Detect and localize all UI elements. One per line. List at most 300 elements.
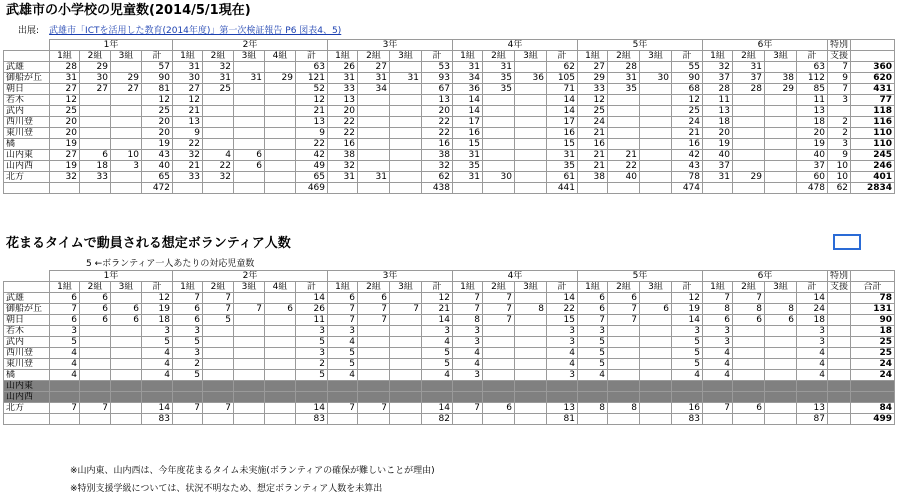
class-header: 3組 [390, 51, 422, 62]
class-header: 1組 [328, 51, 358, 62]
value-cell: 14 [797, 293, 828, 304]
special-support-cell: 10 [828, 172, 851, 183]
value-cell: 33 [328, 84, 358, 95]
class-header: 2組 [80, 282, 111, 293]
value-cell [640, 128, 672, 139]
value-cell: 3 [547, 326, 578, 337]
value-cell: 19 [797, 139, 828, 150]
value-cell: 19 [142, 304, 173, 315]
table-row [4, 359, 895, 370]
value-cell: 90 [672, 73, 703, 84]
row-total-cell [851, 381, 895, 392]
value-cell [515, 161, 547, 172]
value-cell [111, 392, 142, 403]
value-cell: 3 [173, 348, 203, 359]
value-cell [733, 326, 765, 337]
special-support-cell [828, 381, 851, 392]
value-cell: 27 [50, 150, 80, 161]
value-cell [547, 392, 578, 403]
class-header: 3組 [111, 282, 142, 293]
value-cell [203, 139, 234, 150]
value-cell: 20 [703, 128, 733, 139]
value-cell: 19 [50, 139, 80, 150]
class-header-row [4, 51, 895, 62]
value-cell [515, 381, 547, 392]
value-cell [358, 381, 390, 392]
value-cell [483, 370, 515, 381]
value-cell [640, 84, 672, 95]
selected-cell[interactable] [833, 234, 861, 250]
school-name: 山内東 [4, 150, 50, 161]
value-cell [234, 62, 265, 73]
value-cell: 6 [80, 293, 111, 304]
school-name: 武内 [4, 337, 50, 348]
value-cell: 5 [50, 337, 80, 348]
value-cell [515, 62, 547, 73]
value-cell: 11 [703, 95, 733, 106]
value-cell: 7 [328, 304, 358, 315]
value-cell: 4 [422, 370, 453, 381]
value-cell [422, 392, 453, 403]
value-cell: 30 [640, 73, 672, 84]
value-cell: 3 [296, 348, 328, 359]
value-cell: 22 [547, 304, 578, 315]
value-cell [515, 326, 547, 337]
blank-cell [578, 183, 608, 194]
class-header: 2組 [483, 282, 515, 293]
value-cell [733, 106, 765, 117]
value-cell: 31 [483, 62, 515, 73]
value-cell: 22 [173, 139, 203, 150]
value-cell: 4 [797, 359, 828, 370]
source-link[interactable]: 武雄市「ICTを活用した教育(2014年度)」第一次検証報告 P6 図表4、5) [49, 26, 342, 36]
value-cell: 25 [203, 84, 234, 95]
value-cell [453, 392, 483, 403]
class-header-row [4, 282, 895, 293]
table-row [4, 128, 895, 139]
value-cell [765, 370, 797, 381]
special-support-cell [828, 403, 851, 414]
row-total-cell: 620 [851, 73, 895, 84]
value-cell: 14 [296, 293, 328, 304]
value-cell: 14 [547, 106, 578, 117]
value-cell: 6 [173, 304, 203, 315]
value-cell [390, 348, 422, 359]
value-cell: 38 [328, 150, 358, 161]
value-cell [390, 293, 422, 304]
row-total-cell: 84 [851, 403, 895, 414]
value-cell: 26 [296, 304, 328, 315]
blank-cell [608, 183, 640, 194]
value-cell: 20 [142, 128, 173, 139]
value-cell: 7 [608, 315, 640, 326]
school-name: 武雄 [4, 62, 50, 73]
class-header: 4組 [265, 51, 296, 62]
value-cell: 18 [80, 161, 111, 172]
value-cell: 21 [296, 106, 328, 117]
class-header: 計 [672, 282, 703, 293]
value-cell: 22 [203, 161, 234, 172]
value-cell: 37 [703, 161, 733, 172]
value-cell: 12 [173, 95, 203, 106]
class-header: 計 [422, 51, 453, 62]
value-cell [390, 139, 422, 150]
special-support-cell [828, 370, 851, 381]
blank-cell [80, 183, 111, 194]
value-cell [203, 392, 234, 403]
row-total-cell: 245 [851, 150, 895, 161]
value-cell: 3 [578, 326, 608, 337]
class-header: 計 [142, 282, 173, 293]
value-cell: 33 [80, 172, 111, 183]
class-header: 1組 [703, 51, 733, 62]
table-row [4, 139, 895, 150]
value-cell: 24 [672, 117, 703, 128]
special-support-header: 特別 [828, 40, 851, 51]
value-cell: 24 [578, 117, 608, 128]
value-cell: 3 [111, 161, 142, 172]
row-total-cell: 90 [851, 315, 895, 326]
blank-cell [390, 414, 422, 425]
value-cell [733, 359, 765, 370]
value-cell [390, 84, 422, 95]
value-cell [640, 161, 672, 172]
value-cell [296, 381, 328, 392]
value-cell [80, 106, 111, 117]
row-total-cell: 25 [851, 348, 895, 359]
value-cell: 25 [672, 106, 703, 117]
value-cell: 7 [358, 304, 390, 315]
value-cell [265, 150, 296, 161]
value-cell [765, 348, 797, 359]
special-support-header: 支援 [828, 282, 851, 293]
value-cell: 29 [265, 73, 296, 84]
value-cell [111, 117, 142, 128]
value-cell [390, 62, 422, 73]
value-cell: 105 [547, 73, 578, 84]
value-cell: 14 [422, 315, 453, 326]
value-cell: 53 [422, 62, 453, 73]
value-cell: 4 [672, 370, 703, 381]
grade-header: 3年 [328, 271, 453, 282]
value-cell [265, 106, 296, 117]
value-cell: 18 [797, 315, 828, 326]
school-name: 山内東 [4, 381, 50, 392]
special-support-cell: 2 [828, 117, 851, 128]
value-cell [265, 315, 296, 326]
value-cell: 7 [453, 403, 483, 414]
blank-cell [640, 183, 672, 194]
value-cell: 26 [328, 62, 358, 73]
class-header: 3組 [765, 51, 797, 62]
value-cell [234, 392, 265, 403]
value-cell [390, 315, 422, 326]
value-cell: 52 [296, 84, 328, 95]
value-cell [203, 370, 234, 381]
blank-cell [390, 183, 422, 194]
class-header: 1組 [453, 51, 483, 62]
value-cell [265, 139, 296, 150]
value-cell: 7 [703, 403, 733, 414]
value-cell [733, 392, 765, 403]
value-cell: 35 [483, 73, 515, 84]
special-support-cell [828, 337, 851, 348]
value-cell [234, 128, 265, 139]
special-support-cell [828, 359, 851, 370]
row-total-cell: 246 [851, 161, 895, 172]
value-cell [733, 139, 765, 150]
grade-sum-cell: 83 [296, 414, 328, 425]
grade-sum-cell: 469 [296, 183, 328, 194]
blank-cell [515, 414, 547, 425]
value-cell [390, 392, 422, 403]
value-cell: 3 [703, 326, 733, 337]
value-cell [111, 95, 142, 106]
value-cell: 43 [672, 161, 703, 172]
value-cell: 32 [328, 161, 358, 172]
grade-sum-row [4, 183, 895, 194]
value-cell: 8 [453, 315, 483, 326]
class-header: 3組 [640, 282, 672, 293]
class-header: 3組 [640, 51, 672, 62]
value-cell: 7 [483, 304, 515, 315]
school-name: 北方 [4, 172, 50, 183]
value-cell: 6 [578, 293, 608, 304]
value-cell: 6 [50, 315, 80, 326]
value-cell [328, 381, 358, 392]
value-cell [483, 359, 515, 370]
value-cell [111, 348, 142, 359]
value-cell: 55 [672, 62, 703, 73]
value-cell: 60 [797, 172, 828, 183]
value-cell: 31 [390, 73, 422, 84]
value-cell [515, 403, 547, 414]
value-cell: 6 [111, 304, 142, 315]
value-cell [358, 128, 390, 139]
value-cell: 28 [703, 84, 733, 95]
value-cell [390, 172, 422, 183]
grade-header: 5年 [578, 271, 703, 282]
special-support-cell: 7 [828, 84, 851, 95]
value-cell: 4 [797, 348, 828, 359]
value-cell: 15 [453, 139, 483, 150]
value-cell: 16 [328, 139, 358, 150]
value-cell: 30 [173, 73, 203, 84]
table-row [4, 370, 895, 381]
value-cell: 7 [203, 293, 234, 304]
value-cell [265, 95, 296, 106]
value-cell: 5 [173, 337, 203, 348]
value-cell [234, 315, 265, 326]
value-cell [111, 172, 142, 183]
class-header: 3組 [765, 282, 797, 293]
value-cell [80, 326, 111, 337]
value-cell [203, 337, 234, 348]
value-cell [358, 348, 390, 359]
value-cell: 62 [547, 62, 578, 73]
blank-cell [50, 414, 80, 425]
value-cell: 31 [453, 62, 483, 73]
value-cell: 31 [358, 73, 390, 84]
blank-cell [265, 183, 296, 194]
value-cell: 20 [422, 106, 453, 117]
table-row [4, 315, 895, 326]
grade-header: 2年 [173, 271, 328, 282]
class-header: 2組 [358, 282, 390, 293]
special-support-cell: 9 [828, 73, 851, 84]
value-cell: 7 [50, 403, 80, 414]
value-cell: 4 [547, 348, 578, 359]
value-cell: 62 [422, 172, 453, 183]
table-row [4, 73, 895, 84]
value-cell [515, 392, 547, 403]
blank-cell [203, 414, 234, 425]
class-header: 1組 [173, 282, 203, 293]
row-total-cell: 18 [851, 326, 895, 337]
value-cell: 3 [173, 326, 203, 337]
class-header: 3組 [515, 51, 547, 62]
value-cell: 6 [578, 304, 608, 315]
value-cell [608, 128, 640, 139]
grand-total-cell: 2834 [851, 183, 895, 194]
value-cell: 30 [483, 172, 515, 183]
value-cell: 6 [765, 315, 797, 326]
total-header-blank [851, 271, 895, 282]
blank-cell [173, 183, 203, 194]
value-cell: 37 [797, 161, 828, 172]
value-cell: 4 [50, 348, 80, 359]
value-cell: 31 [50, 73, 80, 84]
value-cell: 36 [515, 73, 547, 84]
value-cell [640, 106, 672, 117]
value-cell [608, 392, 640, 403]
value-cell: 5 [672, 348, 703, 359]
value-cell: 29 [733, 172, 765, 183]
value-cell: 28 [733, 84, 765, 95]
grade-sum-cell: 478 [797, 183, 828, 194]
value-cell [234, 326, 265, 337]
value-cell: 19 [672, 304, 703, 315]
value-cell: 31 [733, 62, 765, 73]
value-cell: 7 [608, 304, 640, 315]
value-cell: 112 [797, 73, 828, 84]
value-cell: 3 [453, 370, 483, 381]
student-count-table [3, 39, 895, 194]
value-cell [733, 150, 765, 161]
grade-header: 1年 [50, 40, 173, 51]
value-cell [765, 337, 797, 348]
blank-cell [80, 414, 111, 425]
value-cell: 3 [547, 337, 578, 348]
note-yamauchi: ※山内東、山内西は、今年度花まるタイム未実施(ボランティアの確保が難しいことが理由) [70, 466, 435, 476]
table-row [4, 84, 895, 95]
value-cell [765, 128, 797, 139]
value-cell: 4 [328, 370, 358, 381]
value-cell: 27 [50, 84, 80, 95]
value-cell [483, 95, 515, 106]
value-cell: 7 [358, 315, 390, 326]
table-row [4, 62, 895, 73]
row-total-cell: 78 [851, 293, 895, 304]
source-line [18, 23, 341, 36]
value-cell [111, 139, 142, 150]
special-support-cell: 7 [828, 62, 851, 73]
value-cell [234, 172, 265, 183]
value-cell [765, 95, 797, 106]
value-cell [358, 359, 390, 370]
value-cell: 81 [142, 84, 173, 95]
value-cell [111, 381, 142, 392]
value-cell: 40 [797, 150, 828, 161]
class-header: 1組 [50, 282, 80, 293]
value-cell: 12 [578, 95, 608, 106]
special-support-cell: 2 [828, 128, 851, 139]
value-cell: 27 [173, 84, 203, 95]
value-cell: 12 [50, 95, 80, 106]
value-cell [234, 106, 265, 117]
value-cell [733, 95, 765, 106]
value-cell: 8 [515, 304, 547, 315]
value-cell [234, 337, 265, 348]
value-cell [358, 337, 390, 348]
grade-sum-cell: 83 [672, 414, 703, 425]
value-cell [358, 117, 390, 128]
value-cell [483, 326, 515, 337]
value-cell: 31 [453, 172, 483, 183]
value-cell [483, 128, 515, 139]
table-row [4, 304, 895, 315]
value-cell: 18 [797, 117, 828, 128]
value-cell: 11 [797, 95, 828, 106]
value-cell: 27 [578, 62, 608, 73]
special-support-cell: 3 [828, 139, 851, 150]
value-cell: 25 [578, 106, 608, 117]
value-cell [111, 106, 142, 117]
value-cell [111, 359, 142, 370]
value-cell: 5 [578, 348, 608, 359]
special-support-cell [828, 392, 851, 403]
special-support-cell [828, 315, 851, 326]
value-cell: 13 [547, 403, 578, 414]
value-cell [797, 392, 828, 403]
value-cell [765, 106, 797, 117]
value-cell [265, 84, 296, 95]
class-header: 2組 [203, 282, 234, 293]
value-cell: 93 [422, 73, 453, 84]
value-cell [80, 128, 111, 139]
school-name: 東川登 [4, 128, 50, 139]
value-cell [358, 139, 390, 150]
value-cell: 32 [203, 172, 234, 183]
school-name: 朝日 [4, 315, 50, 326]
special-support-cell: 9 [828, 150, 851, 161]
value-cell [203, 117, 234, 128]
value-cell [483, 337, 515, 348]
class-header: 2組 [203, 51, 234, 62]
grade-header: 5年 [578, 40, 703, 51]
value-cell: 20 [797, 128, 828, 139]
value-cell: 18 [142, 315, 173, 326]
value-cell [142, 392, 173, 403]
class-header: 3組 [390, 282, 422, 293]
value-cell: 7 [733, 293, 765, 304]
value-cell [203, 381, 234, 392]
grade-header-row [4, 271, 895, 282]
value-cell [515, 150, 547, 161]
special-support-cell [828, 106, 851, 117]
value-cell: 14 [547, 95, 578, 106]
value-cell: 31 [234, 73, 265, 84]
